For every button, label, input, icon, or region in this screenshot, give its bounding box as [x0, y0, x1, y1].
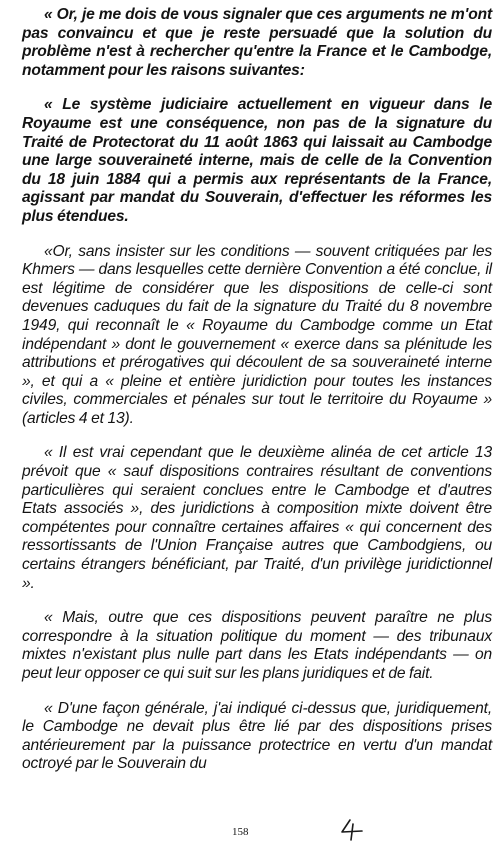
- paragraph-3: «Or, sans insister sur les conditions — souvent critiquées par les Khmers — dans lesquelles cette dernière Convention a été conclue, il est légitime de considérer que les dispositions de celle-ci sont devenues caduques du fait de la signature du Traité du 8 novembre 1949, qui reconnaît le « Royaume du Cambodge comme un Etat indépendant » dont le gouvernement « exerce dans sa plénitude les attributions et prérogatives qui découlent de sa souveraineté interne », et qui a « pleine et entière juridiction pour toutes les instances civiles, commerciales et pénales sur tout le territoire du Royaume » (articles 4 et 13).: [22, 242, 492, 427]
- document-body: [22, 6, 492, 790]
- paragraph-5: « Mais, outre que ces dispositions peuvent paraître ne plus correspondre à la situation politique du moment — des tribunaux mixtes n'existant plus nulle part dans les Etats indépendants — on peut leur opposer ce qui suit sur les plans juridiques et de fait.: [22, 609, 492, 682]
- page-footer: [0, 818, 500, 842]
- paragraph-2: « Le système judiciaire actuellement en vigueur dans le Royaume est une conséquence, non pas de la signature du Traité de Protectorat du 11 août 1863 qui laissait au Cambodge une large souveraineté interne, mais de celle de la Convention du 18 juin 1884 qui a permis aux représentants de la France, agissant par mandat du Souverain, d'effectuer les réformes les plus étendues.: [22, 96, 492, 225]
- paragraph-1: « Or, je me dois de vous signaler que ces arguments ne m'ont pas convaincu et que je reste persuadé que la solution du problème n'est à rechercher qu'entre la France et le Cambodge, notamment pour les raisons suivantes:: [22, 6, 492, 79]
- paragraph-4: « Il est vrai cependant que le deuxième alinéa de cet article 13 prévoit que « sauf dispositions contraires résultant de conventions particulières qui seraient conclues entre le Cambodge et d'autres Etats associés », des juridictions à composition mixte doivent être compétentes pour connaître certaines affaires « qui concernent des ressortissants de l'Union Française autres que Cambodgiens, ou certains étrangers bénéficiant, par Traité, d'un privilège juridictionnel ».: [22, 444, 492, 592]
- handwritten-mark: [336, 818, 366, 842]
- paragraph-6: « D'une façon générale, j'ai indiqué ci-dessus que, juridiquement, le Cambodge ne devait plus être lié par des dispositions prises antérieurement par la puissance protectrice en vertu d'un mandat octroyé par le Souverain du: [22, 699, 492, 773]
- page-number: 158: [232, 826, 249, 838]
